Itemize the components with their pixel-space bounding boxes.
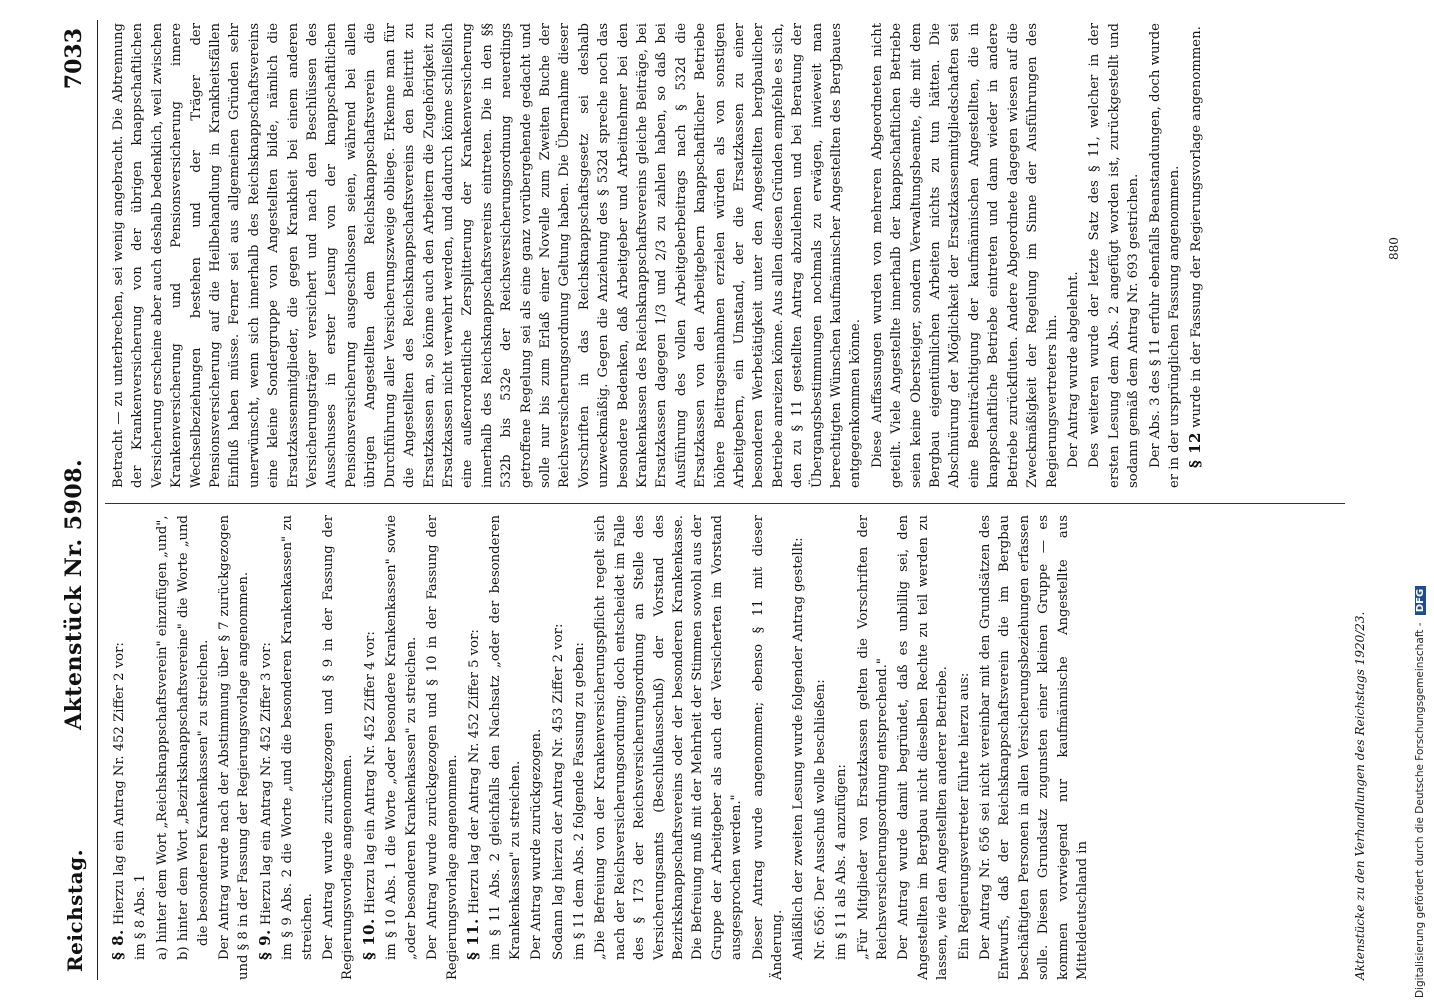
right-text-column — [109, 23, 1209, 488]
rotated-document-page — [57, 20, 1417, 980]
left-text-column — [109, 515, 1095, 980]
footer-source: Aktenstücke zu den Verhandlungen des Reichstags 1920/23. — [1353, 611, 1367, 980]
section-text: Hierzu lag ein Antrag Nr. 452 Ziffer 3 vor: — [258, 642, 274, 926]
paragraph: Dieser Antrag wurde angenommen; ebenso § 11 mit dieser Änderung. — [750, 515, 785, 980]
paragraph: Der Antrag Nr. 656 sei nicht vereinbar mit den Grundsätzen des Entwurfs, daß der Reichsknappschaftsverein die im Bergbau beschäftigten Personen in allen Versicherungsbeziehungen erfassen solle. Diesen Grundsatz zugunsten einer kleinen Gruppe — es kommen vorwiegend nur kaufmännische Angestellte aus Mitteldeutschland in — [978, 515, 1091, 980]
paragraph: im § 10 Abs. 1 die Worte „oder besondere Krankenkassen" sowie „oder besonderen Krankenkassen" zu streichen. — [384, 515, 419, 960]
paragraph: „Für Mitglieder von Ersatzkassen gelten die Vorschriften der Reichsversicherungsordnung entsprechend." — [855, 515, 891, 960]
footer-sheet-number: 880 — [1387, 237, 1401, 260]
section-number: § 10. — [359, 918, 378, 960]
paragraph: im § 11 als Abs. 4 anzufügen: — [834, 764, 850, 960]
paragraph: Nr. 656: Der Ausschuß wolle beschließen: — [812, 679, 828, 960]
paragraph: im § 11 dem Abs. 2 folgende Fassung zu geben: — [571, 642, 587, 960]
paragraph: Der Antrag wurde damit begründet, daß es unbillig sei, den Angestellten im Bergbau nicht dieselben Rechte zu teil werden zu lassen, wie den Angestellten anderer Betriebe. — [896, 515, 951, 980]
paragraph: Der Abs. 3 des § 11 erfuhr ebenfalls Beanstandungen, doch wurde er in der ursprünglichen Fassung angenommen. — [1147, 23, 1182, 488]
paragraph: b) hinter dem Wort „Bezirksknappschaftsvereine" die Worte „und die besonderen Krankenkassen" zu streichen. — [176, 515, 211, 960]
section-number: § 9. — [255, 929, 274, 960]
digitization-text: Digitalisierung gefördert durch die Deutsche Forschungsgemeinschaft - — [1414, 622, 1426, 998]
section-text: Hierzu lag ein Antrag Nr. 452 Ziffer 4 vor: — [362, 631, 378, 915]
paragraph: a) hinter dem Wort „Reichsknappschaftsverein" einzufügen „und", — [154, 515, 170, 960]
paragraph: Ein Regierungsvertreter führte hierzu aus: — [956, 672, 972, 960]
paragraph: Diese Auffassungen wurden von mehreren Abgeordneten nicht geteilt. Viele Angestellte innerhalb der knappschaftlichen Betriebe seien keine Obersteiger, sondern Verwaltungsbeamte, die mit dem Bergbau eigentümlichen Arbeiten nichts zu tun hätten. Die Abschnürung der Möglichkeit der Ersatzkassenmitgliedschaften sei eine Beeinträchtigung der kaufmännischen Angestellten, die in knappschaftliche Betriebe eintreten und dann wieder in andere Betriebe zurückfluten. Andere Abgeordnete dagegen wiesen auf die Zweckmäßigkeit der Regelung im Sinne der Ausführungen des Regierungsvertreters hin. — [869, 23, 1060, 488]
header-page-number: 7033 — [61, 28, 87, 90]
section-number: § 12 — [1186, 432, 1205, 468]
paragraph: Des weiteren wurde der letzte Satz des § 11, welcher in der ersten Lesung dem Abs. 2 angefügt worden ist, zurückgestellt und sodann gemäß dem Antrag Nr. 693 gestrichen. — [1087, 23, 1142, 488]
paragraph: im § 11 Abs. 2 gleichfalls den Nachsatz „oder der besonderen Krankenkassen" zu streichen. — [488, 515, 523, 960]
paragraph: im § 9 Abs. 2 die Worte „und die besonderen Krankenkassen" zu streichen. — [280, 515, 315, 960]
paragraph: Der Antrag wurde zurückgezogen und § 10 in der Fassung der Regierungsvorlage angenommen. — [425, 515, 460, 980]
paragraph: Der Antrag wurde abgelehnt. — [1065, 271, 1081, 468]
paragraph — [256, 515, 276, 980]
page-header — [57, 20, 98, 980]
digitization-note — [1414, 0, 1426, 998]
paragraph — [109, 515, 129, 980]
paragraph: Anläßlich der zweiten Lesung wurde folgender Antrag gestellt: — [791, 537, 807, 960]
section-number: § 11. — [463, 918, 482, 960]
dfg-logo: DFG — [1415, 586, 1426, 615]
section-text: wurde in der Fassung der Regierungsvorlage angenommen. — [1189, 26, 1205, 428]
paragraph: „Die Befreiung von der Krankenversicherungspflicht regelt sich nach der Reichsversicherungsordnung; doch entscheidet im Falle des § 173 der Reichsversicherungsordnung an Stelle des Versicherungsamts (Beschlußausschuß) der Vorstand des Bezirksknappschaftsvereins oder der besonderen Krankenkasse. Die Befreiung muß mit der Mehrheit der Stimmen sowohl aus der Gruppe der Arbeitgeber als auch der Versicherten im Vorstand ausgesprochen werden." — [593, 515, 745, 960]
paragraph — [1186, 23, 1206, 488]
paragraph: Der Antrag wurde zurückgezogen und § 9 in der Fassung der Regierungsvorlage angenommen. — [321, 515, 356, 980]
section-text: Hierzu lag ein Antrag Nr. 452 Ziffer 2 vor: — [112, 642, 127, 926]
paragraph: Der Antrag wurde nach der Abstimmung über § 7 zurückgezogen und § 8 in der Fassung der Regierungsvorlage angenommen. — [217, 515, 252, 980]
paragraph: Der Antrag wurde zurückgezogen. — [529, 728, 545, 960]
column-divider — [105, 503, 1345, 504]
paragraph: im § 8 Abs. 1 — [133, 874, 149, 960]
section-number: § 8. — [109, 929, 127, 960]
header-reichstag: Reichstag. — [63, 848, 87, 972]
paragraph: Sodann lag hierzu der Antrag Nr. 453 Ziffer 2 vor: — [550, 623, 566, 960]
paragraph — [464, 515, 484, 980]
section-text: Hierzu lag der Antrag Nr. 452 Ziffer 5 vor: — [466, 629, 482, 915]
header-document-number: Aktenstück Nr. 5908. — [61, 458, 87, 730]
paragraph: Betracht — zu unterbrechen, sei wenig angebracht. Die Abtrennung der Krankenversicherung von der übrigen knappschaftlichen Versicherung erscheine aber auch deshalb bedenklich, weil zwischen Krankenversicherung und Pensionsversicherung innere Wechselbeziehungen bestehen und der Träger der Pensionsversicherung auf die Heilbehandlung in Krankheitsfällen Einfluß haben müsse. Ferner sei aus allgemeinen Gründen sehr unerwünscht, wenn sich innerhalb des Reichsknappschaftsvereins eine kleine Sondergruppe von Angestellten bilde, nämlich die Ersatzkassenmitglieder, die gegen Krankheit bei einem anderen Versicherungsträger versichert und nach den Beschlüssen des Ausschusses in erster Lesung von der knappschaftlichen Pensionsversicherung ausgeschlossen seien, während bei allen übrigen Angestellten dem Reichsknappschaftsverein die Durchführung aller Versicherungszweige obliege. Erkenne man für die Angestellten des Reichsknappschaftsvereins den Beitritt zu Ersatzkassen an, so könne auch den Arbeitern die Zugehörigkeit zu Ersatzkassen nicht verwehrt werden, und dadurch könne schließlich eine außerordentliche Zersplitterung der Krankenversicherung innerhalb des Reichsknappschaftsvereins eintreten. Die in den §§ 532b bis 532e der Reichsversicherungsordnung neuerdings getroffene Regelung sei als eine ganz vorübergehende gedacht und solle nur bis zum Erlaß einer Novelle zum Zweiten Buche der Reichsversicherungsordnung Geltung haben. Die Übernahme dieser Vorschriften in das Reichsknappschaftsgesetz sei deshalb unzweckmäßig. Gegen die Anziehung des § 532d spreche noch das besondere Bedenken, daß Arbeitgeber und Arbeitnehmer bei den Krankenkassen des Reichsknappschaftsvereins gleiche Beiträge, bei Ersatzkassen dagegen 1/3 und 2/3 zu zahlen haben, so daß bei Ausführung des vollen Arbeitgeberbeitrags nach § 532d die Ersatzkassen von den Arbeitgebern knappschaftlicher Betriebe höhere Beitragseinnahmen erzielen würden als von sonstigen Arbeitgebern, ein Umstand, der die Ersatzkassen zu einer besonderen Werbetätigkeit unter den Angestellten bergbaulicher Betriebe anreizen könne. Aus allen diesen Gründen empfehle es sich, den zu § 11 gestellten Antrag abzulehnen und bei Beratung der Übergangsbestimmungen nochmals zu erwägen, inwieweit man berechtigten Wünschen kaufmännischer Angestellten des Bergbaues entgegenkommen könne. — [111, 23, 864, 488]
paragraph — [360, 515, 380, 980]
